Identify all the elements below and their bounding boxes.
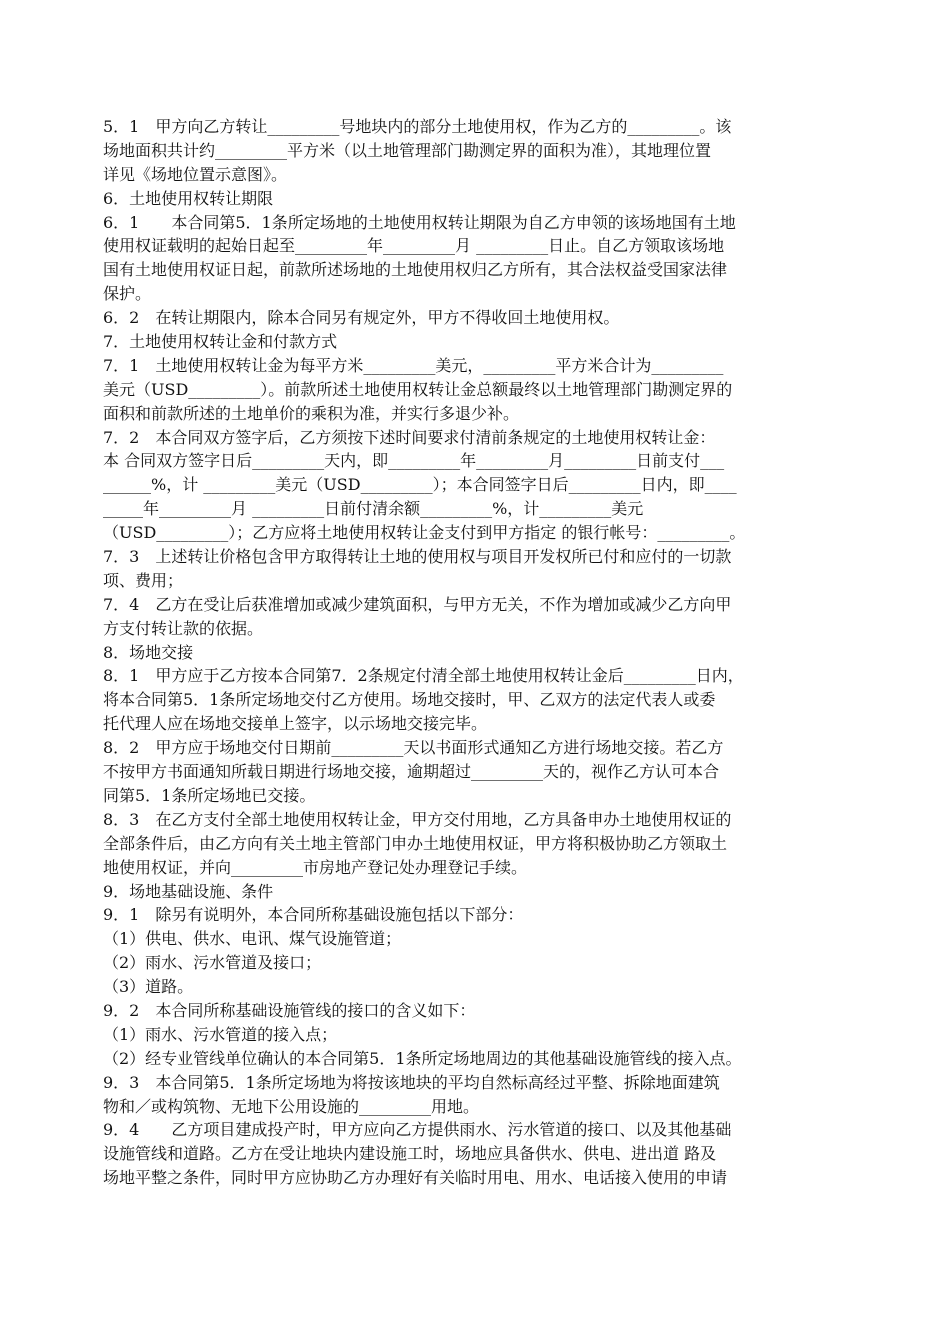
list-item: （2）雨水、污水管道及接口；	[103, 953, 322, 973]
text-line: 7．2 本合同双方签字后，乙方须按下述时间要求付清前条规定的土地使用权转让金：	[103, 427, 716, 447]
text-line: 7．1 土地使用权转让金为每平方米_________美元，_________平方米合计为_________	[103, 355, 724, 375]
text-line: 使用权证载明的起始日起至_________年_________月 _________日止。自乙方领取该场地	[103, 236, 725, 256]
text-line: 全部条件后，由乙方向有关土地主管部门申办土地使用权证，甲方将积极协助乙方领取土	[103, 833, 728, 853]
text-line: 场地平整之条件，同时甲方应协助乙方办理好有关临时用电、用水、电话接入使用的申请	[103, 1168, 728, 1188]
list-item: （2）经专业管线单位确认的本合同第5．1条所定场地周边的其他基础设施管线的接入点。	[103, 1048, 742, 1068]
text-line: 面积和前款所述的土地单价的乘积为准，并实行多退少补。	[103, 403, 520, 423]
text-line: 9．4 乙方项目建成投产时，甲方应向乙方提供雨水、污水管道的接口、以及其他基础	[103, 1120, 732, 1140]
text-line: 详见《场地位置示意图》。	[103, 164, 288, 184]
text-line: 场地面积共计约_________平方米（以土地管理部门勘测定界的面积为准），其地理位置	[103, 140, 712, 160]
list-item: （1）雨水、污水管道的接入点；	[103, 1024, 338, 1044]
text-line: 国有土地使用权证日起，前款所述场地的土地使用权归乙方所有，其合法权益受国家法律	[103, 260, 728, 280]
text-line: 地使用权证，并向_________市房地产登记处办理登记手续。	[103, 857, 528, 877]
contract-text-body	[103, 115, 863, 1190]
text-line: 设施管线和道路。乙方在受让地块内建设施工时，场地应具备供水、供电、进出道 路及	[103, 1144, 717, 1164]
text-line: ______%，计 _________美元（USD_________）；本合同签字日后_________日内，即____	[103, 475, 737, 495]
text-line: 9．2 本合同所称基础设施管线的接口的含义如下：	[103, 1000, 476, 1020]
section-heading: 6．土地使用权转让期限	[103, 188, 274, 208]
section-heading: 9．场地基础设施、条件	[103, 881, 274, 901]
text-line: 物和／或构筑物、无地下公用设施的_________用地。	[103, 1096, 480, 1116]
text-line: 6．2 在转让期限内，除本合同另有规定外，甲方不得收回土地使用权。	[103, 308, 620, 328]
text-line: 本 合同双方签字日后_________天内，即_________年_________月_________日前支付___	[103, 451, 725, 471]
text-line: 保护。	[103, 284, 152, 304]
list-item: （1）供电、供水、电讯、煤气设施管道；	[103, 929, 402, 949]
text-line: 不按甲方书面通知所载日期进行场地交接，逾期超过_________天的，视作乙方认可本合	[103, 762, 720, 782]
text-line: 方支付转让款的依据。	[103, 618, 264, 638]
text-line: 7．3 上述转让价格包含甲方取得转让土地的使用权与项目开发权所已付和应付的一切款	[103, 547, 732, 567]
text-line: 9．3 本合同第5．1条所定场地为将按该地块的平均自然标高经过平整、拆除地面建筑	[103, 1072, 720, 1092]
text-line: 同第5．1条所定场地已交接。	[103, 785, 316, 805]
text-line: 项、费用；	[103, 570, 184, 590]
text-line: _____年_________月 _________日前付清余额_________%，计_________美元	[103, 499, 644, 519]
text-line: 8．1 甲方应于乙方按本合同第7．2条规定付清全部土地使用权转让金后_________日内，	[103, 666, 744, 686]
text-line: 7．4 乙方在受让后获准增加或减少建筑面积，与甲方无关，不作为增加或减少乙方向甲	[103, 594, 732, 614]
text-line: 8．2 甲方应于场地交付日期前_________天以书面形式通知乙方进行场地交接。若乙方	[103, 738, 724, 758]
list-item: （3）道路。	[103, 977, 194, 997]
text-line: 美元（USD_________）。前款所述土地使用权转让金总额最终以土地管理部门勘测定界的	[103, 379, 733, 399]
text-line: 将本合同第5．1条所定场地交付乙方使用。场地交接时，甲、乙双方的法定代表人或委	[103, 690, 716, 710]
text-line: 8．3 在乙方支付全部土地使用权转让金，甲方交付用地，乙方具备申办土地使用权证的	[103, 809, 732, 829]
text-line: 6．1 本合同第5．1条所定场地的土地使用权转让期限为自乙方申领的该场地国有土地	[103, 212, 736, 232]
text-line: （USD_________）；乙方应将土地使用权转让金支付到甲方指定 的银行帐号：_________。	[103, 523, 746, 543]
text-line: 9．1 除另有说明外，本合同所称基础设施包括以下部分：	[103, 905, 524, 925]
section-heading: 8．场地交接	[103, 642, 194, 662]
section-heading: 7．土地使用权转让金和付款方式	[103, 332, 338, 352]
text-line: 托代理人应在场地交接单上签字，以示场地交接完毕。	[103, 714, 488, 734]
text-line: 5．1 甲方向乙方转让_________号地块内的部分土地使用权，作为乙方的_________。该	[103, 117, 732, 136]
